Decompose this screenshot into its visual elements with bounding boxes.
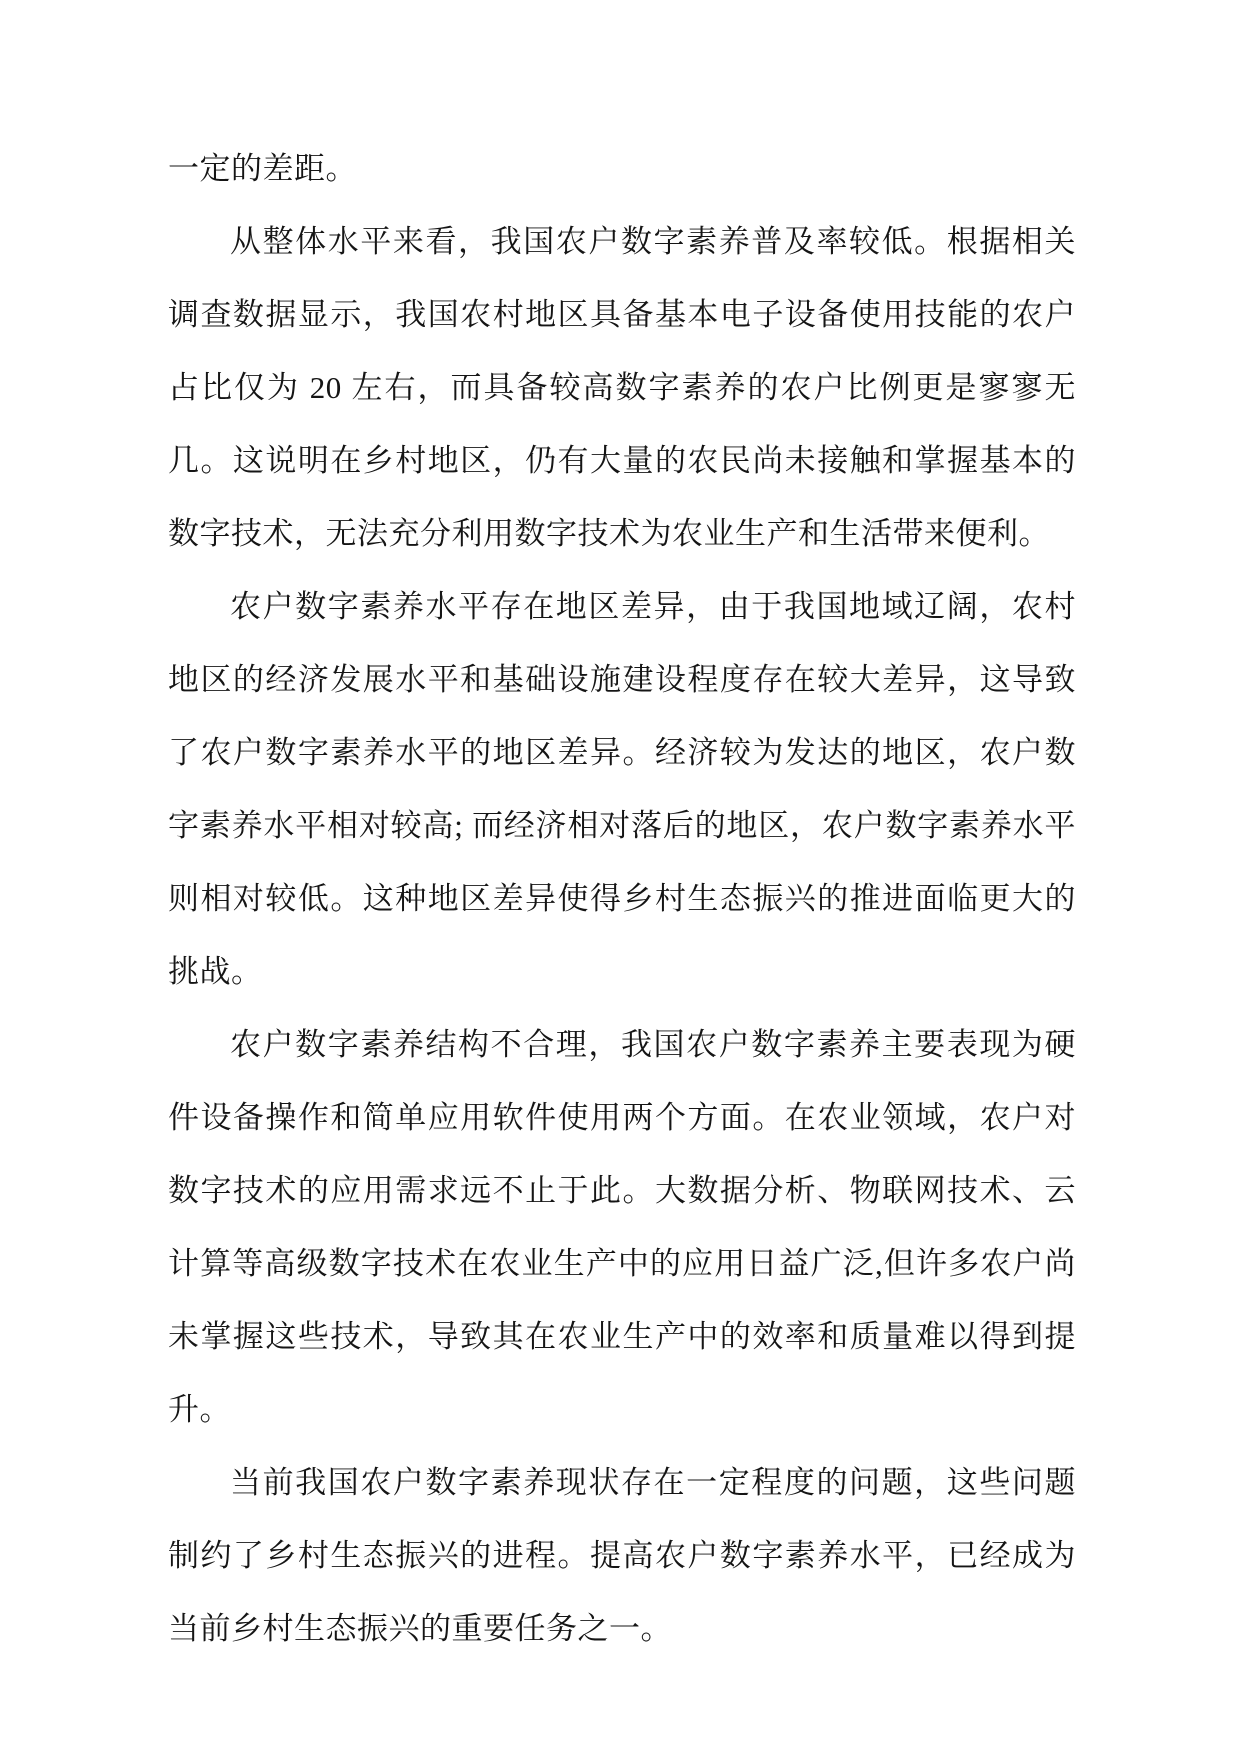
paragraph-regional-difference: 农户数字素养水平存在地区差异，由于我国地域辽阔，农村地区的经济发展水平和基础设施建设程度存在较大差异，这导致了农户数字素养水平的地区差异。经济较为发达的地区，农户数字素养水平相对较高; 而经济相对落后的地区，农户数字素养水平则相对较低。这种地区差异使得乡村生态振兴的推进面临更大的挑战。 [168,589,1076,989]
paragraph-overall-level: 从整体水平来看，我国农户数字素养普及率较低。根据相关调查数据显示，我国农村地区具备基本电子设备使用技能的农户占比仅为 20 左右，而具备较高数字素养的农户比例更是寥寥无几。这说明在乡村地区，仍有大量的农民尚未接触和掌握基本的数字技术，无法充分利用数字技术为农业生产和生活带来便利。 [168,224,1076,551]
paragraph-continuation: 一定的差距。 [168,151,357,186]
document-text-block [168,132,1076,1665]
paragraph-structure-issue: 农户数字素养结构不合理，我国农户数字素养主要表现为硬件设备操作和简单应用软件使用两个方面。在农业领域，农户对数字技术的应用需求远不止于此。大数据分析、物联网技术、云计算等高级数字技术在农业生产中的应用日益广泛,但许多农户尚未掌握这些技术，导致其在农业生产中的效率和质量难以得到提升。 [168,1027,1076,1427]
paragraph-conclusion: 当前我国农户数字素养现状存在一定程度的问题，这些问题制约了乡村生态振兴的进程。提高农户数字素养水平，已经成为当前乡村生态振兴的重要任务之一。 [168,1465,1076,1646]
